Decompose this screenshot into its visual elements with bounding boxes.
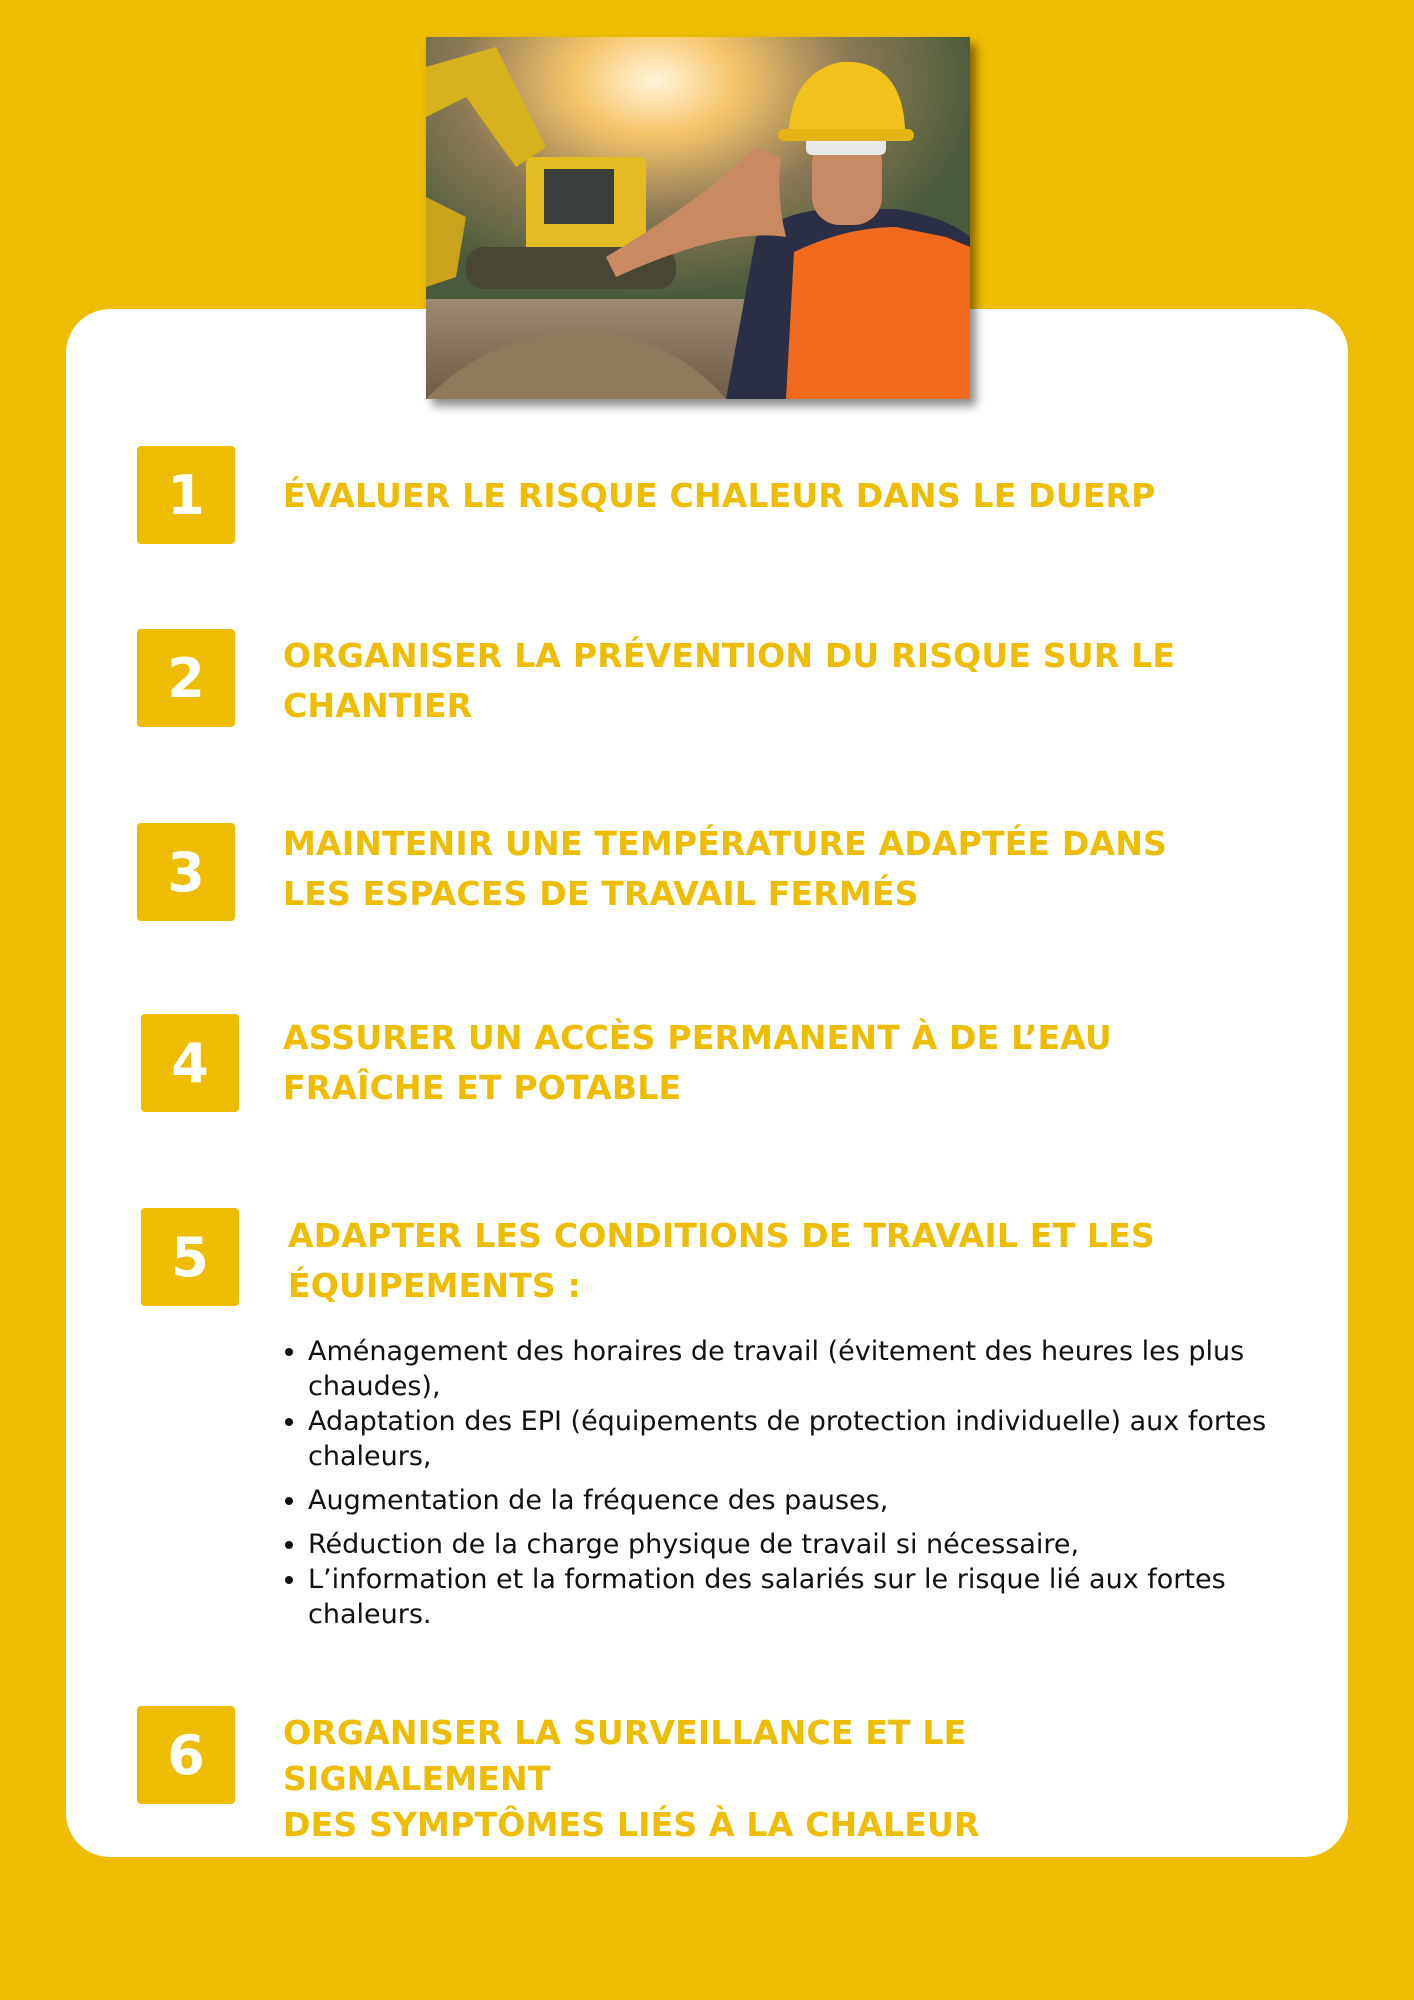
list-item: • Adaptation des EPI (équipements de protection individuelle) aux fortes chaleurs, [308, 1404, 1348, 1474]
step-title-line: ÉQUIPEMENTS : [288, 1266, 581, 1305]
step-title-line: FRAÎCHE ET POTABLE [283, 1068, 682, 1107]
step-title [283, 631, 1243, 731]
step-title [288, 1211, 1248, 1311]
step-number: 2 [167, 646, 205, 710]
step-number-badge [141, 1014, 239, 1112]
step-title-line: ADAPTER LES CONDITIONS DE TRAVAIL ET LES [288, 1216, 1155, 1255]
step5-bullet-list [275, 1334, 1348, 1632]
step-number-badge [137, 446, 235, 544]
step-title-line: CHANTIER [283, 686, 473, 725]
step-title-line: LES ESPACES DE TRAVAIL FERMÉS [283, 874, 919, 913]
step-title-text: ÉVALUER LE RISQUE CHALEUR DANS LE DUERP [283, 476, 1156, 515]
step-number: 4 [171, 1031, 209, 1095]
step-number-badge [137, 1706, 235, 1804]
list-item: • Réduction de la charge physique de travail si nécessaire, [308, 1527, 1348, 1562]
step-number: 3 [167, 840, 205, 904]
step-title-line: DES SYMPTÔMES LIÉS À LA CHALEUR [283, 1805, 980, 1844]
step-title [283, 819, 1243, 919]
list-item: • Aménagement des horaires de travail (évitement des heures les plus chaudes), [308, 1334, 1348, 1404]
step-number-badge [137, 629, 235, 727]
list-item: • L’information et la formation des salariés sur le risque lié aux fortes chaleurs. [308, 1562, 1348, 1632]
construction-worker-photo [426, 37, 970, 399]
step-title-line: ORGANISER LA PRÉVENTION DU RISQUE SUR LE [283, 636, 1176, 675]
step-title [283, 1710, 1243, 1848]
step-number: 6 [167, 1723, 205, 1787]
step-title-line: ASSURER UN ACCÈS PERMANENT À DE L’EAU [283, 1018, 1112, 1057]
step-title-line: ORGANISER LA SURVEILLANCE ET LE SIGNALEMENT [283, 1713, 967, 1798]
step-title [283, 471, 1243, 521]
step-number-badge [137, 823, 235, 921]
step-number-badge [141, 1208, 239, 1306]
step-number: 1 [167, 463, 205, 527]
step-number: 5 [171, 1225, 209, 1289]
step-title [283, 1013, 1243, 1113]
step-title-line: MAINTENIR UNE TEMPÉRATURE ADAPTÉE DANS [283, 824, 1167, 863]
list-item: • Augmentation de la fréquence des pauses, [308, 1483, 1348, 1518]
